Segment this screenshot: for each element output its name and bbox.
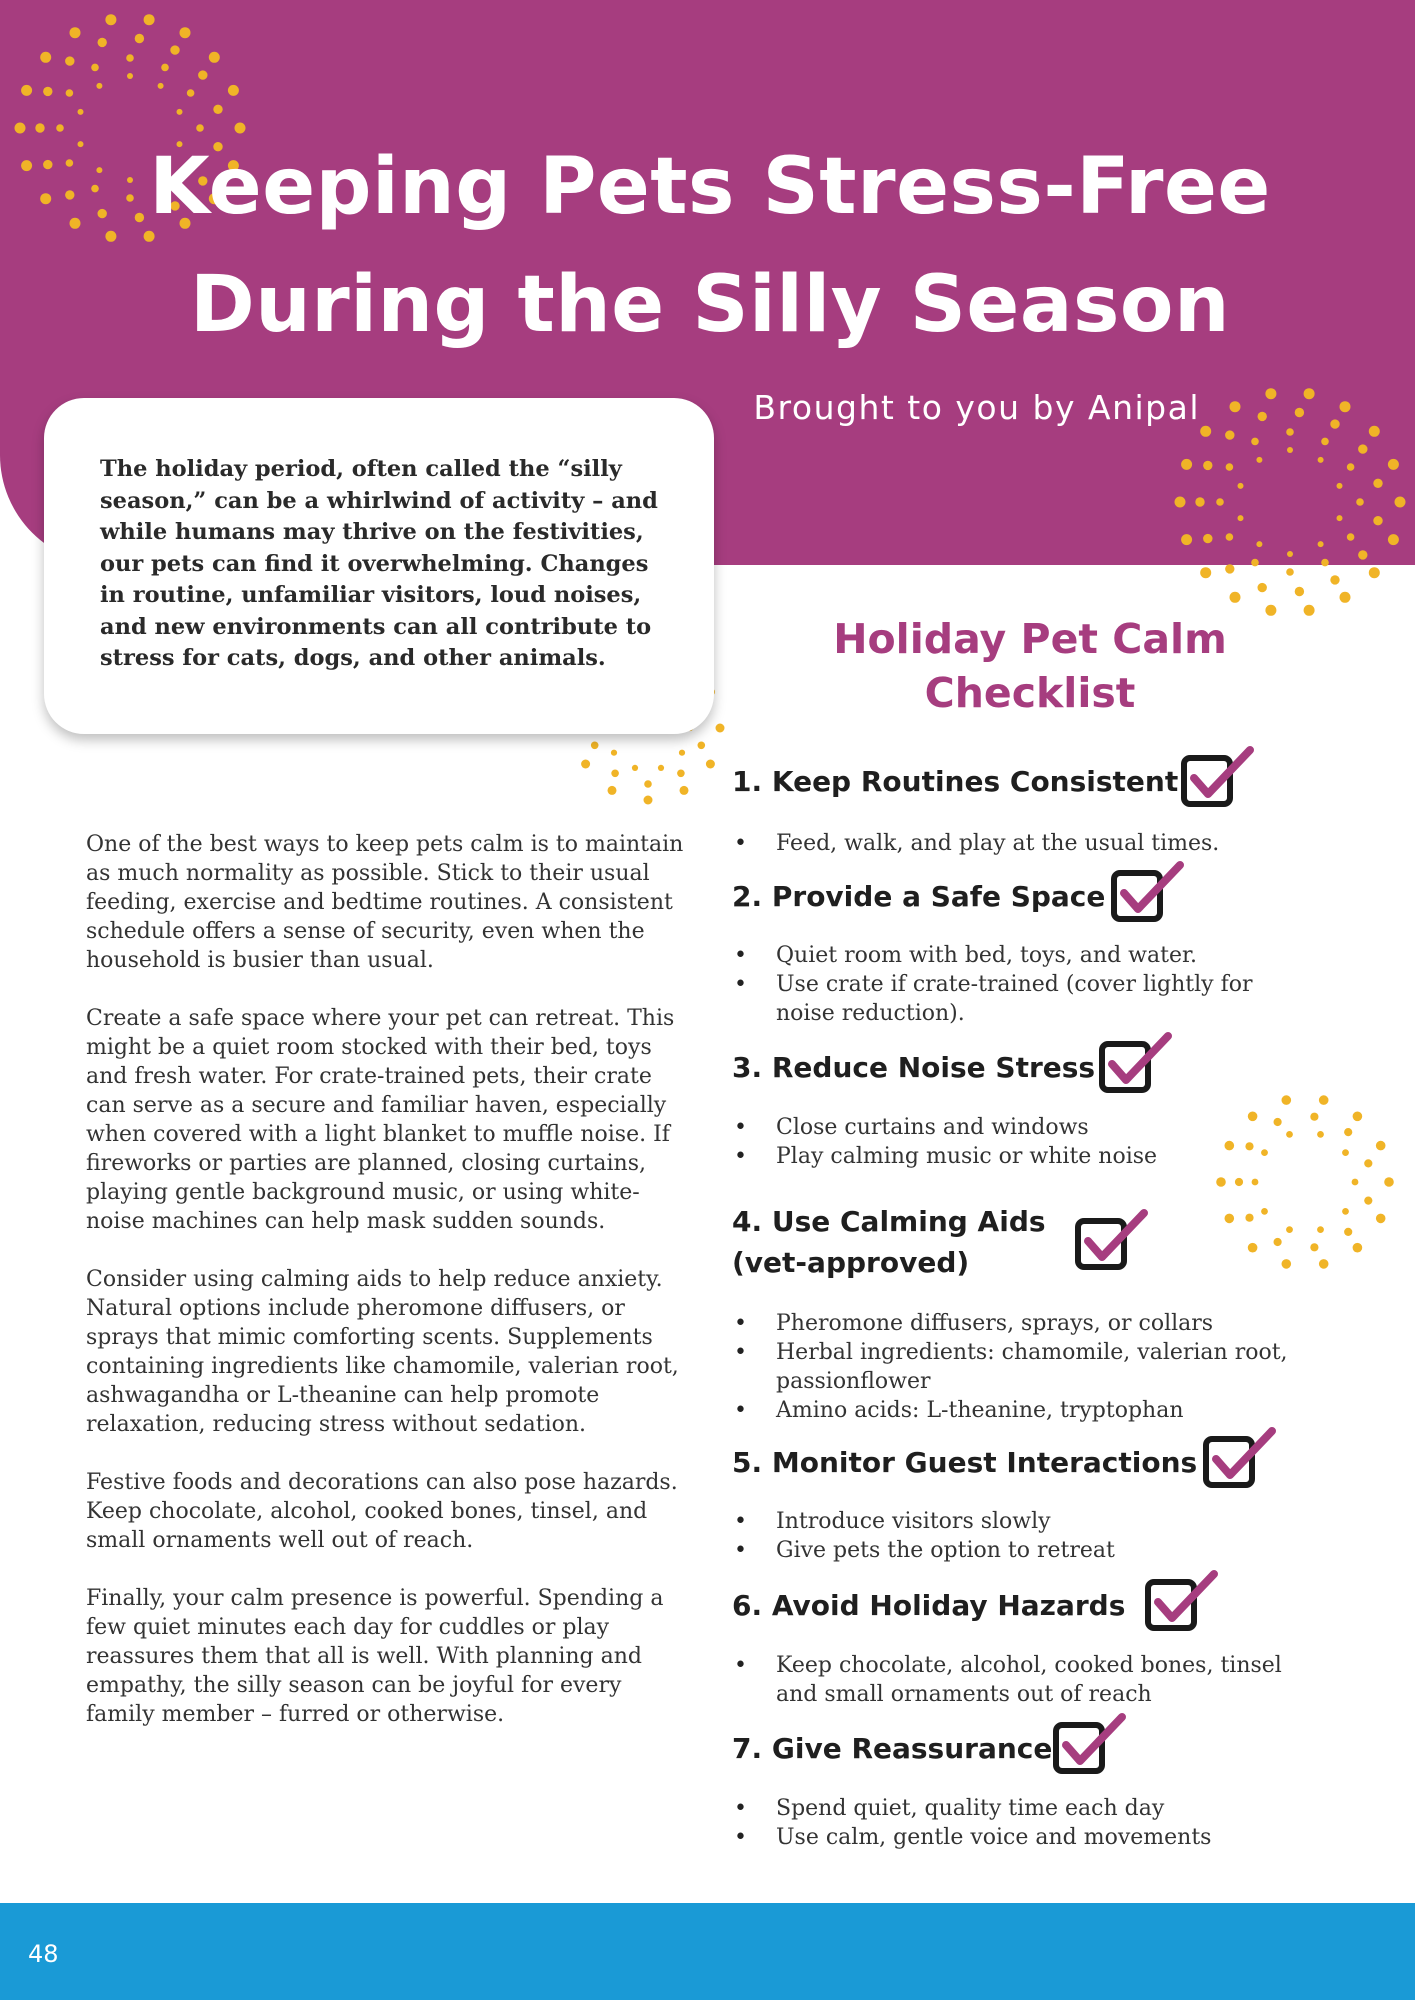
burst-dot [679, 750, 685, 756]
burst-dot [1330, 419, 1339, 428]
burst-dot [1195, 497, 1204, 506]
burst-dot [1226, 533, 1234, 541]
burst-dot [1337, 483, 1343, 489]
burst-dot [21, 85, 32, 96]
list-item: • Use crate if crate-trained (cover lightly for noise reduction). [732, 970, 1292, 1028]
checklist-items [732, 829, 1292, 858]
burst-dot [43, 87, 52, 96]
burst-dot [1287, 447, 1293, 453]
burst-dot [1364, 1197, 1372, 1205]
burst-dot [1369, 567, 1380, 578]
intro-box [44, 398, 714, 734]
burst-dot [170, 45, 179, 54]
burst-dot [1317, 1226, 1324, 1233]
burst-dot [15, 123, 26, 134]
burst-dot [581, 760, 590, 769]
checklist-heading-line: (vet-approved) [732, 1246, 970, 1279]
page-number: 48 [28, 1940, 59, 1968]
burst-dot [1200, 567, 1211, 578]
body-paragraph: Create a safe space where your pet can retreat. This might be a quiet room stocked with their bed, toys and fresh water. For crate-trained pets, their crate can serve as a secure and familiar haven, especially when covered with a light blanket to muffle noise. If fireworks or parties are planned, closing curtains, playing gentle background music, or using white-noise machines can help mask sudden sounds. [86, 1006, 675, 1234]
burst-dot [644, 780, 652, 788]
burst-dot [1256, 541, 1262, 547]
burst-dot [144, 14, 155, 25]
burst-dot [658, 765, 664, 771]
burst-dot [1287, 551, 1293, 557]
checklist-items [732, 1651, 1292, 1709]
burst-dot [161, 64, 169, 72]
burst-dot [608, 786, 617, 795]
subtitle: Brought to you by Anipal [753, 388, 1200, 427]
checklist-heading [732, 1201, 1046, 1283]
list-item: • Quiet room with bed, toys, and water. [732, 941, 1292, 970]
burst-dot [1310, 1243, 1318, 1251]
burst-dot [706, 760, 715, 769]
burst-dot [65, 56, 74, 65]
burst-dot [1200, 426, 1211, 437]
list-item: • Introduce visitors slowly [732, 1507, 1292, 1536]
checklist-items [732, 1794, 1292, 1852]
checklist-heading: 5. Monitor Guest Interactions [732, 1446, 1198, 1479]
intro-text: The holiday period, often called the “silly season,” can be a whirlwind of activity – and while humans may thrive on the festivities, our pets can find it overwhelming. Changes in routine, unfamiliar visitors, loud noises, and new environments can all contribute to stress for cats, dogs, and other animals. [100, 456, 658, 671]
dotted-burst-icon [1170, 382, 1410, 622]
burst-dot [1342, 1149, 1349, 1156]
burst-dot [21, 160, 32, 171]
checklist-title: Holiday Pet Calm Checklist [833, 615, 1227, 717]
burst-dot [35, 123, 44, 132]
body-paragraph: One of the best ways to keep pets calm is to maintain as much normality as possible. Stick to their usual feeding, exercise and bedtime routines. A consistent schedule offers a sense of security, even when the household is busier than usual. [86, 832, 684, 973]
burst-dot [1352, 1179, 1359, 1186]
burst-dot [1337, 515, 1343, 521]
burst-dot [1384, 1177, 1394, 1187]
burst-dot [1282, 1259, 1292, 1269]
burst-dot [1225, 564, 1234, 573]
checklist-items [732, 1507, 1292, 1565]
page-title [60, 128, 1360, 364]
article-body [86, 830, 691, 1758]
burst-dot [213, 105, 222, 114]
burst-dot [1251, 559, 1259, 567]
burst-dot [40, 52, 51, 63]
burst-dot [1317, 1131, 1324, 1138]
burst-dot [716, 724, 725, 733]
list-item: • Spend quiet, quality time each day [732, 1794, 1292, 1823]
checklist-heading: 7. Give Reassurance [732, 1732, 1053, 1765]
list-item: • Pheromone diffusers, sprays, or collars [732, 1309, 1292, 1338]
burst-dot [126, 54, 134, 62]
burst-dot [1238, 483, 1244, 489]
checklist-items [732, 1309, 1292, 1425]
burst-dot [1330, 575, 1339, 584]
burst-dot [1310, 1113, 1318, 1121]
list-item: • Close curtains and windows [732, 1113, 1292, 1142]
list-item: • Play calming music or white noise [732, 1142, 1292, 1171]
list-item: • Feed, walk, and play at the usual times. [732, 829, 1292, 858]
burst-dot [1347, 533, 1355, 541]
body-paragraph: Finally, your calm presence is powerful. Spending a few quiet minutes each day for cuddles or play reassures them that all is well. With planning and empathy, the silly season can be joyful for every family member – furred or otherwise. [86, 1586, 664, 1727]
burst-dot [1364, 1159, 1372, 1167]
burst-dot [1373, 516, 1382, 525]
burst-dot [1321, 559, 1329, 567]
burst-dot [1295, 587, 1304, 596]
burst-dot [698, 742, 706, 750]
burst-dot [1216, 498, 1224, 506]
burst-dot [1175, 497, 1186, 508]
burst-dot [1347, 463, 1355, 471]
burst-dot [43, 160, 52, 169]
burst-dot [105, 14, 116, 25]
burst-dot [1376, 1141, 1386, 1151]
burst-dot [1373, 479, 1382, 488]
burst-dot [1274, 1238, 1282, 1246]
burst-dot [1295, 408, 1304, 417]
burst-dot [91, 64, 99, 72]
checklist-heading: 2. Provide a Safe Space [732, 880, 1106, 913]
burst-dot [1318, 457, 1324, 463]
burst-dot [1388, 534, 1399, 545]
burst-dot [611, 750, 617, 756]
burst-dot [1353, 1243, 1363, 1253]
burst-dot [1353, 1112, 1363, 1122]
footer-bar [0, 1903, 1415, 2000]
burst-dot [1226, 463, 1234, 471]
checked-box-icon [1050, 1709, 1130, 1779]
burst-dot [611, 770, 619, 778]
burst-dot [78, 109, 84, 115]
burst-dot [644, 796, 653, 805]
burst-dot [1258, 412, 1267, 421]
checklist-heading: 6. Avoid Holiday Hazards [732, 1589, 1126, 1622]
list-item: • Keep chocolate, alcohol, cooked bones, tinsel and small ornaments out of reach [732, 1651, 1292, 1709]
burst-dot [187, 89, 195, 97]
burst-dot [1304, 605, 1315, 616]
checklist-heading: 1. Keep Routines Consistent [732, 765, 1179, 798]
burst-dot [1344, 1228, 1352, 1236]
burst-dot [1286, 428, 1294, 436]
burst-dot [677, 770, 685, 778]
burst-dot [591, 742, 599, 750]
body-paragraph: Consider using calming aids to help reduce anxiety. Natural options include pheromone diffusers, or sprays that mimic comforting scents. Supplements containing ingredients like chamomile, valerian root, ashwagandha or L-theanine can help promote relaxation, reducing stress without sedation. [86, 1267, 679, 1437]
burst-dot [1304, 388, 1315, 399]
burst-dot [1376, 1214, 1386, 1224]
burst-dot [1358, 550, 1367, 559]
burst-dot [180, 27, 191, 38]
burst-dot [158, 83, 164, 89]
burst-dot [1235, 1178, 1243, 1186]
checked-box-icon [1096, 1028, 1176, 1098]
burst-dot [127, 73, 133, 79]
list-item: • Amino acids: L-theanine, tryptophan [732, 1396, 1292, 1425]
list-item: • Herbal ingredients: chamomile, valerian root, passionflower [732, 1338, 1292, 1396]
burst-dot [228, 85, 239, 96]
burst-dot [1319, 1095, 1329, 1105]
checked-box-icon [1108, 857, 1188, 927]
burst-dot [1181, 534, 1192, 545]
burst-dot [98, 38, 107, 47]
burst-dot [135, 34, 144, 43]
burst-dot [1245, 1214, 1253, 1222]
body-paragraph: Festive foods and decorations can also pose hazards. Keep chocolate, alcohol, cooked bones, tinsel, and small ornaments well out of reach. [86, 1470, 678, 1553]
burst-dot [1282, 1095, 1292, 1105]
burst-dot [1216, 1177, 1226, 1187]
burst-dot [177, 109, 183, 115]
burst-dot [1358, 444, 1367, 453]
burst-dot [70, 27, 81, 38]
burst-dot [1230, 401, 1241, 412]
burst-dot [1388, 459, 1399, 470]
checklist-items [732, 1113, 1292, 1171]
burst-dot [680, 786, 689, 795]
burst-dot [1369, 426, 1380, 437]
checklist-heading: 3. Reduce Noise Stress [732, 1051, 1096, 1084]
burst-dot [66, 89, 74, 97]
burst-dot [209, 52, 220, 63]
burst-dot [1251, 438, 1259, 446]
burst-dot [1286, 1226, 1293, 1233]
checked-box-icon [1072, 1205, 1152, 1275]
burst-dot [1230, 592, 1241, 603]
burst-dot [1319, 1259, 1329, 1269]
burst-dot [1261, 1208, 1268, 1215]
checked-box-icon [1178, 742, 1258, 812]
burst-dot [1181, 459, 1192, 470]
burst-dot [1340, 401, 1351, 412]
checked-box-icon [1142, 1566, 1222, 1636]
burst-dot [1203, 534, 1212, 543]
burst-dot [1356, 498, 1364, 506]
burst-dot [1256, 457, 1262, 463]
burst-dot [40, 193, 51, 204]
burst-dot [1286, 568, 1294, 576]
checklist-heading-line: 4. Use Calming Aids [732, 1205, 1046, 1238]
title-line-1: Keeping Pets Stress-Free [149, 142, 1271, 232]
burst-dot [1342, 1208, 1349, 1215]
burst-dot [1265, 388, 1276, 399]
burst-dot [1395, 497, 1406, 508]
burst-dot [1321, 438, 1329, 446]
burst-dot [632, 765, 638, 771]
burst-dot [198, 70, 207, 79]
burst-dot [1203, 461, 1212, 470]
burst-dot [1248, 1243, 1258, 1253]
list-item: • Give pets the option to retreat [732, 1536, 1292, 1565]
burst-dot [1225, 1214, 1235, 1224]
burst-dot [1340, 592, 1351, 603]
burst-dot [1318, 541, 1324, 547]
burst-dot [96, 83, 102, 89]
title-line-2: During the Silly Season [189, 260, 1230, 350]
checked-box-icon [1200, 1423, 1280, 1493]
burst-dot [1258, 583, 1267, 592]
burst-dot [1225, 430, 1234, 439]
burst-dot [1252, 1179, 1259, 1186]
burst-dot [1344, 1128, 1352, 1136]
checklist-items [732, 941, 1292, 1028]
list-item: • Use calm, gentle voice and movements [732, 1823, 1292, 1852]
burst-dot [1238, 515, 1244, 521]
